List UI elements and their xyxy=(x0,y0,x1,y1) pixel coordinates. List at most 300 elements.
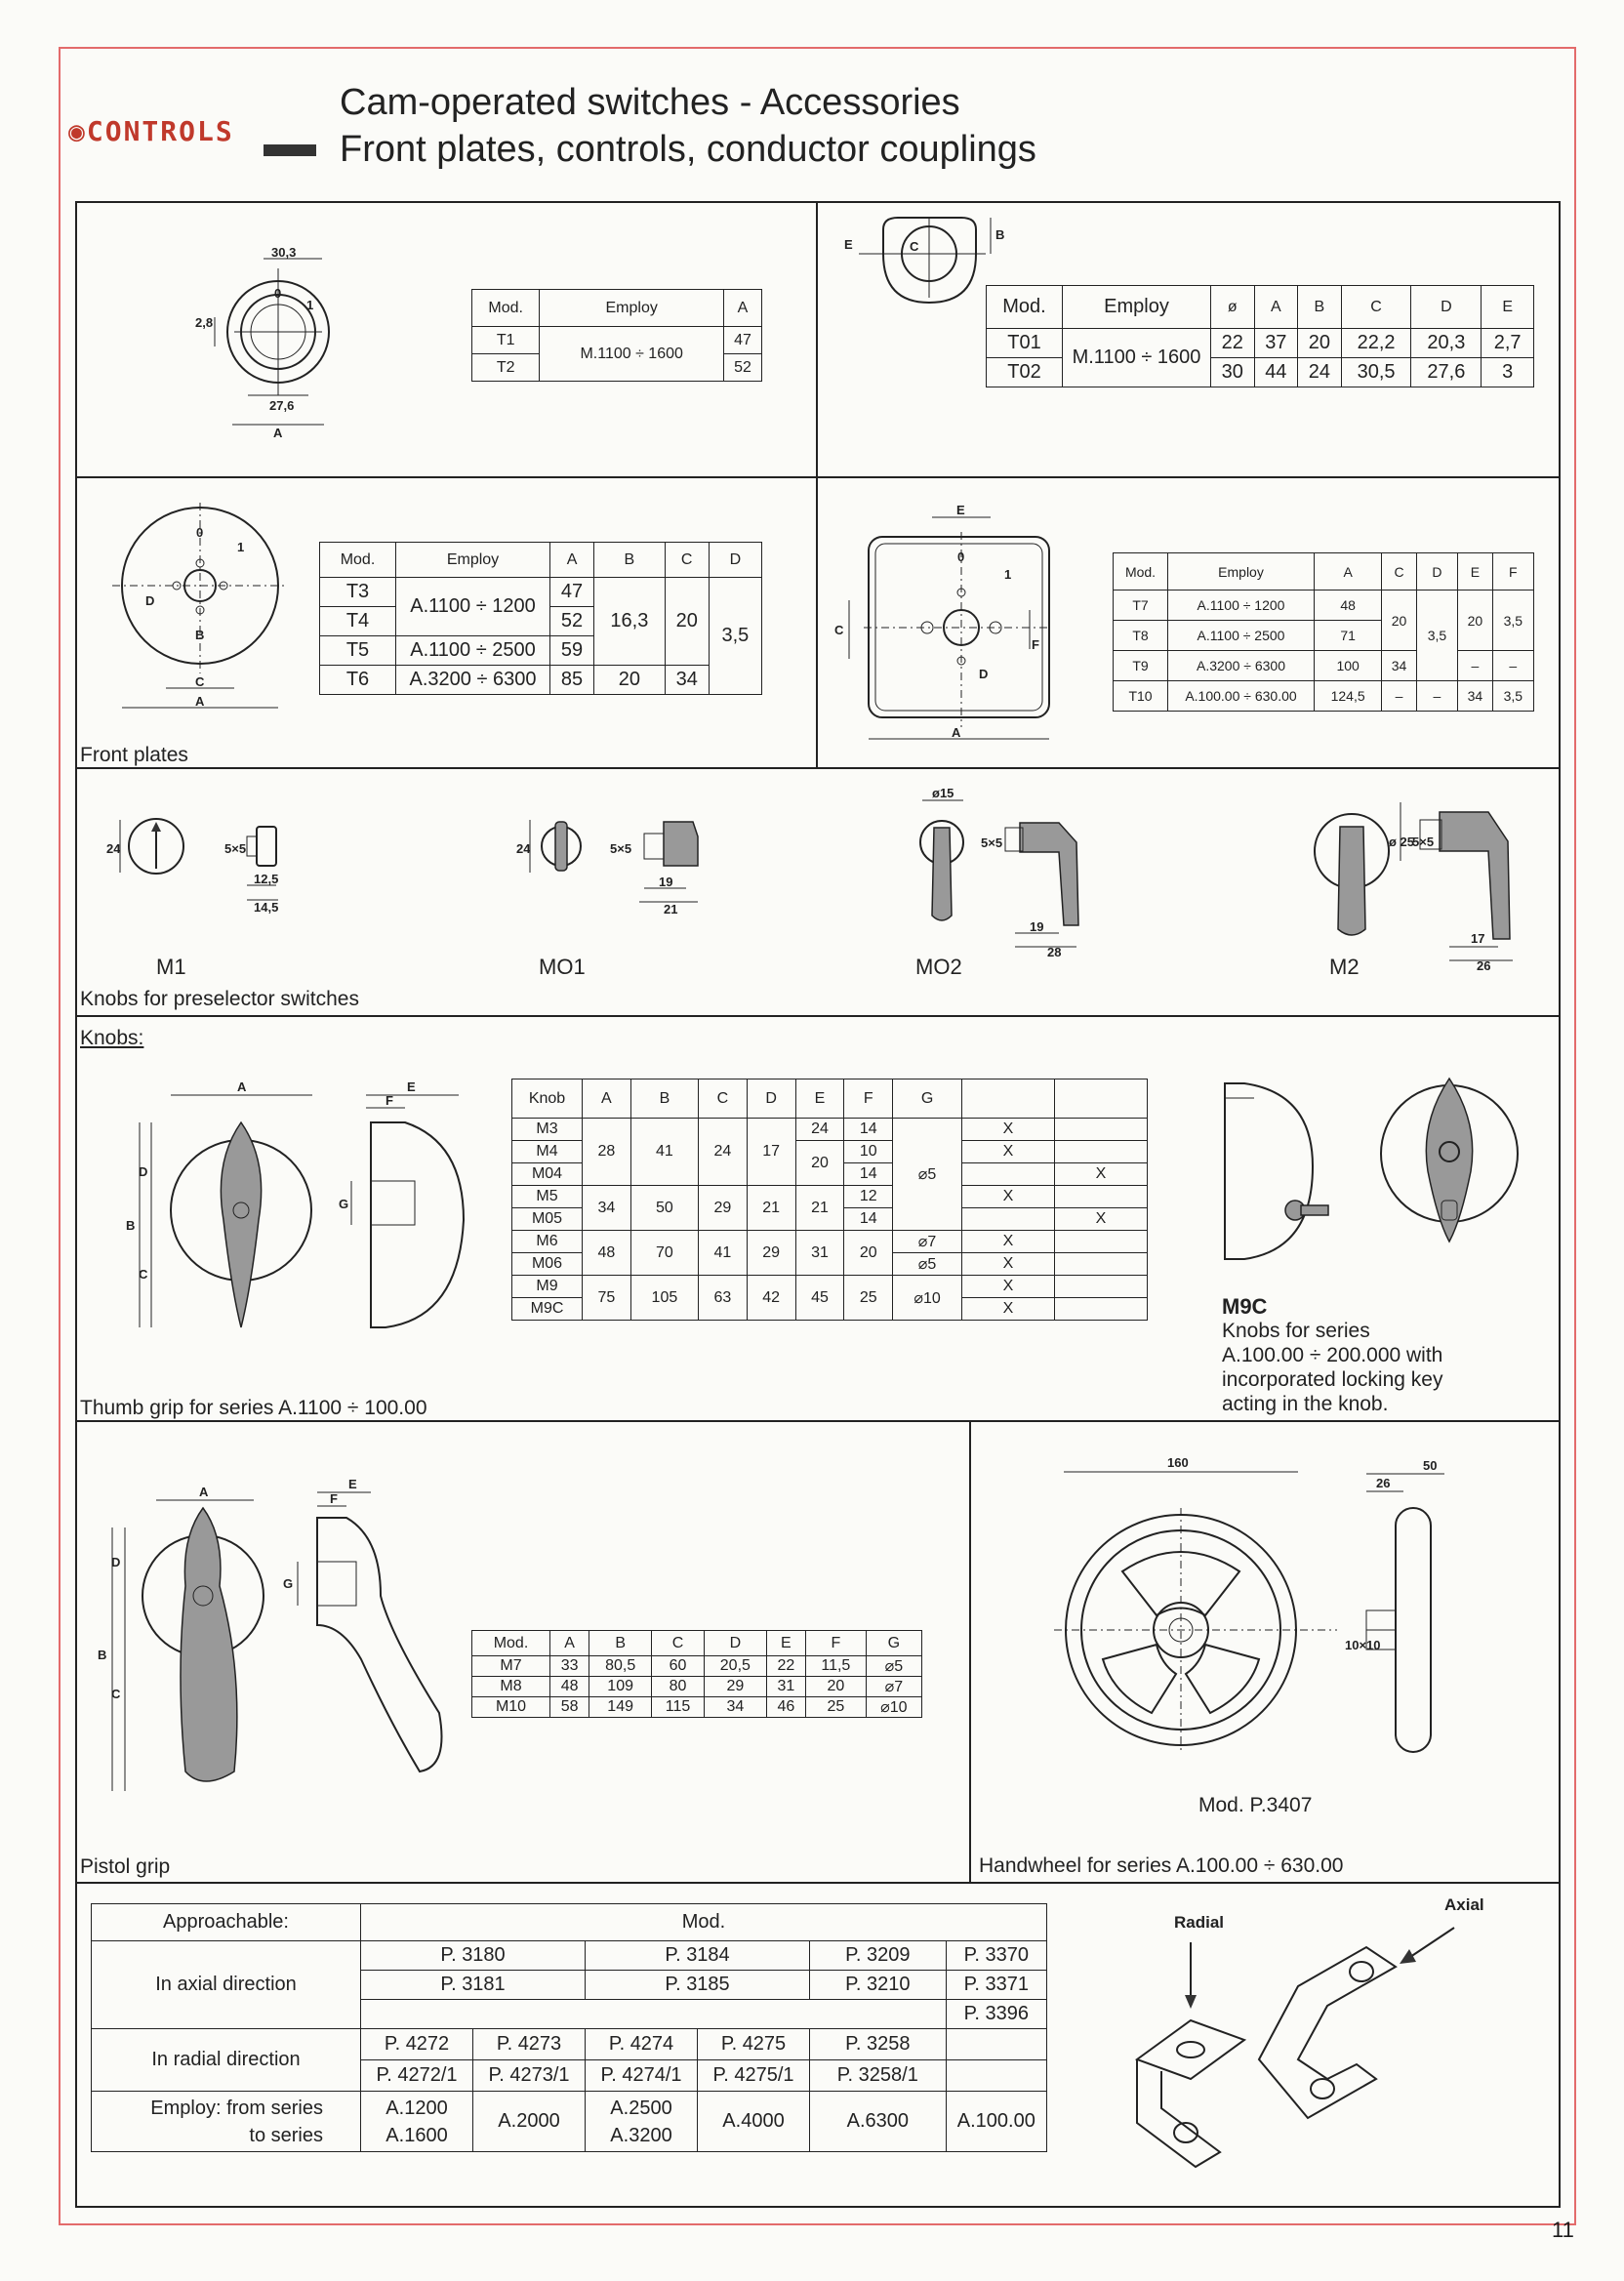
table-cell: T02 xyxy=(987,358,1063,387)
dim-160: 160 xyxy=(1167,1455,1189,1470)
table-header: F xyxy=(806,1631,867,1656)
table-cell: 42 xyxy=(747,1276,795,1321)
table-header xyxy=(1055,1079,1148,1119)
table-cell: 24 xyxy=(795,1119,844,1141)
table-cell: P. 4274/1 xyxy=(586,2060,698,2092)
table-cell: 34 xyxy=(1382,651,1417,681)
table-cell: 25 xyxy=(844,1276,893,1321)
table-cell: 71 xyxy=(1315,621,1382,651)
caption-pistol-grip: Pistol grip xyxy=(80,1855,171,1878)
table-cell: 16,3 xyxy=(594,578,666,666)
divider xyxy=(75,767,1561,769)
divider xyxy=(75,1015,1561,1017)
table-header: Employ xyxy=(540,290,724,327)
table-header: C xyxy=(1341,286,1411,329)
label-mo2: MO2 xyxy=(915,955,962,979)
handwheel-drawing xyxy=(1035,1454,1493,1767)
table-cell: M4 xyxy=(512,1141,583,1163)
table-header: ø xyxy=(1211,286,1255,329)
table-cell: T4 xyxy=(320,607,396,636)
dim-5x5: 5×5 xyxy=(224,841,247,856)
dim-e: E xyxy=(956,503,965,517)
table-cell: M6 xyxy=(512,1231,583,1253)
employ-value: A.3200 xyxy=(610,2124,672,2146)
table-cell: 20 xyxy=(844,1231,893,1276)
dim-24: 24 xyxy=(106,841,121,856)
employ-from: Employ: from series xyxy=(150,2097,323,2119)
divider xyxy=(969,1420,971,1882)
table-cell: 14 xyxy=(844,1163,893,1186)
table-cell: 58 xyxy=(550,1697,589,1718)
table-cell: 124,5 xyxy=(1315,681,1382,712)
coupling-drawing xyxy=(1113,1894,1464,2196)
dim-5x5: 5×5 xyxy=(610,841,632,856)
table-cell: 12 xyxy=(844,1186,893,1208)
employ-to: to series xyxy=(249,2124,323,2146)
table-cell: 80,5 xyxy=(589,1656,652,1677)
label-m1: M1 xyxy=(156,955,186,979)
table-cell xyxy=(1055,1141,1148,1163)
dim-a: A xyxy=(952,725,961,740)
table-cell: 2,7 xyxy=(1482,329,1534,358)
table-cell: 11,5 xyxy=(806,1656,867,1677)
table-cell: 48 xyxy=(550,1677,589,1697)
table-cell xyxy=(1055,1231,1148,1253)
table-cell: 52 xyxy=(724,354,762,382)
table-header: C xyxy=(665,543,709,578)
table-cell: 34 xyxy=(1458,681,1493,712)
dim-d: D xyxy=(139,1164,148,1179)
table-cell: 50 xyxy=(630,1186,698,1231)
dim-b: B xyxy=(195,628,205,642)
table-cell: X xyxy=(1055,1163,1148,1186)
table-cell: 20 xyxy=(1382,591,1417,651)
table-cell: A.1100 ÷ 1200 xyxy=(1168,591,1315,621)
table-knobs xyxy=(511,1079,1148,1321)
table-cell: P. 3209 xyxy=(810,1941,947,1971)
table-cell: 3,5 xyxy=(1492,591,1533,651)
dim-5x5: 5×5 xyxy=(1412,835,1435,849)
table-cell: A.1100 ÷ 2500 xyxy=(396,636,550,666)
table-header: Mod. xyxy=(320,543,396,578)
table-cell: 3,5 xyxy=(709,578,761,695)
employ-value: A.1600 xyxy=(386,2124,448,2146)
mark-one: 1 xyxy=(1004,567,1012,582)
table-cell: P. 3396 xyxy=(946,2000,1046,2029)
table-cell: T8 xyxy=(1114,621,1168,651)
employ-value: A.2500 xyxy=(610,2097,672,2119)
table-cell: P. 4274 xyxy=(586,2029,698,2060)
dim-c: C xyxy=(834,623,844,637)
table-cell: A.2000 xyxy=(473,2092,586,2152)
table-header: B xyxy=(1298,286,1342,329)
table-cell: 29 xyxy=(699,1186,748,1231)
table-header: Mod. xyxy=(987,286,1063,329)
logo-sub-bar xyxy=(264,144,316,156)
table-header: E xyxy=(1458,553,1493,591)
table-cell: 20 xyxy=(1458,591,1493,651)
table-cell: A.3200 ÷ 6300 xyxy=(396,666,550,695)
table-cell xyxy=(1055,1253,1148,1276)
table-header: Mod. xyxy=(361,1904,1047,1941)
table-cell: M8 xyxy=(472,1677,550,1697)
dim-15: ø15 xyxy=(932,786,954,800)
table-cell: 3,5 xyxy=(1416,591,1457,681)
knob-mo2-drawing xyxy=(903,786,1117,959)
dim-f: F xyxy=(386,1093,393,1108)
table-cell xyxy=(1055,1186,1148,1208)
caption-front-plates: Front plates xyxy=(80,744,188,766)
table-cell: P. 4273/1 xyxy=(473,2060,586,2092)
page-number: 11 xyxy=(1552,2218,1574,2242)
table-cell: M10 xyxy=(472,1697,550,1718)
page-title: Cam-operated switches - Accessories xyxy=(340,82,960,123)
table-header xyxy=(962,1079,1055,1119)
table-cell: P. 3258 xyxy=(810,2029,947,2060)
table-cell xyxy=(1055,1276,1148,1298)
table-header: Approachable: xyxy=(92,1904,361,1941)
dim-5x5: 5×5 xyxy=(981,835,1003,850)
table-cell: P. 4275/1 xyxy=(698,2060,810,2092)
table-cell: X xyxy=(962,1276,1055,1298)
table-cell: P. 4272/1 xyxy=(361,2060,473,2092)
table-cell: 80 xyxy=(652,1677,705,1697)
table-cell: ⌀7 xyxy=(893,1231,962,1253)
table-cell: P. 4273 xyxy=(473,2029,586,2060)
table-cell: M3 xyxy=(512,1119,583,1141)
table-cell: X xyxy=(962,1186,1055,1208)
dim-12-5: 12,5 xyxy=(254,872,279,886)
dim-e: E xyxy=(844,237,853,252)
table-cell: ⌀10 xyxy=(866,1697,921,1718)
knob-m2-drawing xyxy=(1303,793,1537,973)
table-cell: 20,5 xyxy=(704,1656,766,1677)
table-cell: 21 xyxy=(747,1186,795,1231)
table-cell: X xyxy=(962,1119,1055,1141)
label-m9c: M9C xyxy=(1222,1294,1268,1319)
table-cell xyxy=(361,2000,947,2029)
table-cell: 149 xyxy=(589,1697,652,1718)
table-cell: 52 xyxy=(550,607,594,636)
table-cell: 14 xyxy=(844,1119,893,1141)
m9c-desc-3: incorporated locking key xyxy=(1222,1368,1443,1391)
table-header: Mod. xyxy=(472,1631,550,1656)
table-cell: 30 xyxy=(1211,358,1255,387)
table-cell: 41 xyxy=(630,1119,698,1186)
logo-text: CONTROLS xyxy=(86,115,234,147)
row-label-employ xyxy=(92,2092,361,2152)
table-cell: 20 xyxy=(1298,329,1342,358)
table-cell: 45 xyxy=(795,1276,844,1321)
table-cell: P. 3210 xyxy=(810,1971,947,2000)
table-cell: 34 xyxy=(665,666,709,695)
mark-one: 1 xyxy=(237,540,245,554)
table-cell: X xyxy=(962,1298,1055,1321)
dim-b: B xyxy=(995,227,1005,242)
table-header: B xyxy=(589,1631,652,1656)
dim-50: 50 xyxy=(1423,1458,1438,1473)
dim-b: B xyxy=(126,1218,136,1233)
table-cell xyxy=(946,2029,1046,2060)
mark-one: 1 xyxy=(306,298,314,312)
dim-10x10: 10×10 xyxy=(1345,1638,1381,1652)
m9c-drawing xyxy=(1215,1074,1537,1279)
table-t1-t2 xyxy=(471,289,762,382)
dim-2-8: 2,8 xyxy=(195,315,214,330)
table-cell: 22 xyxy=(1211,329,1255,358)
table-cell: 63 xyxy=(699,1276,748,1321)
divider xyxy=(75,1882,1561,1884)
front-plate-t1-drawing xyxy=(195,245,351,440)
table-cell xyxy=(1055,1298,1148,1321)
table-header: G xyxy=(866,1631,921,1656)
employ-value: A.1200 xyxy=(386,2097,448,2119)
table-pistol-grip xyxy=(471,1630,922,1718)
table-cell: 24 xyxy=(1298,358,1342,387)
dim-26: 26 xyxy=(1376,1476,1391,1490)
table-cell: T5 xyxy=(320,636,396,666)
table-cell: T9 xyxy=(1114,651,1168,681)
table-cell: X xyxy=(962,1141,1055,1163)
table-header: B xyxy=(594,543,666,578)
dim-25: ø 25 xyxy=(1389,835,1415,849)
table-cell: 47 xyxy=(550,578,594,607)
row-label: In radial direction xyxy=(92,2029,361,2092)
table-cell: – xyxy=(1382,681,1417,712)
table-header: Employ xyxy=(396,543,550,578)
table-cell: – xyxy=(1458,651,1493,681)
knob-mo1-drawing xyxy=(512,793,717,919)
table-cell: 100 xyxy=(1315,651,1382,681)
table-cell: ⌀5 xyxy=(866,1656,921,1677)
table-cell: 33 xyxy=(550,1656,589,1677)
table-cell: 28 xyxy=(583,1119,631,1186)
table-cell: 10 xyxy=(844,1141,893,1163)
table-cell: 115 xyxy=(652,1697,705,1718)
dim-f: F xyxy=(1032,637,1039,652)
dim-17: 17 xyxy=(1471,931,1485,946)
table-cell: P. 3185 xyxy=(586,1971,810,2000)
caption-handwheel: Handwheel for series A.100.00 ÷ 630.00 xyxy=(979,1854,1344,1877)
table-cell: M5 xyxy=(512,1186,583,1208)
table-cell: 20,3 xyxy=(1411,329,1482,358)
table-cell: 31 xyxy=(795,1231,844,1276)
table-cell: 14 xyxy=(844,1208,893,1231)
table-cell: A.1100 ÷ 2500 xyxy=(1168,621,1315,651)
table-cell: A.3200 ÷ 6300 xyxy=(1168,651,1315,681)
front-plate-t7-drawing xyxy=(825,503,1059,747)
table-cell: 21 xyxy=(795,1186,844,1231)
table-cell: 48 xyxy=(583,1231,631,1276)
caption-preselector: Knobs for preselector switches xyxy=(80,988,359,1010)
table-cell: P. 3258/1 xyxy=(810,2060,947,2092)
table-cell xyxy=(946,2060,1046,2092)
table-cell: 47 xyxy=(724,327,762,354)
dim-26: 26 xyxy=(1477,958,1491,973)
table-header: Employ xyxy=(1168,553,1315,591)
table-cell: 31 xyxy=(766,1677,805,1697)
dim-e: E xyxy=(348,1477,357,1491)
mark-zero: 0 xyxy=(957,550,965,564)
table-cell: M9C xyxy=(512,1298,583,1321)
dim-g: G xyxy=(339,1197,349,1211)
dim-19: 19 xyxy=(1030,919,1044,934)
table-cell: T3 xyxy=(320,578,396,607)
mark-zero: 0 xyxy=(196,525,204,540)
table-cell: 48 xyxy=(1315,591,1382,621)
table-header: A xyxy=(1315,553,1382,591)
table-header: C xyxy=(652,1631,705,1656)
table-header: B xyxy=(630,1079,698,1119)
table-cell: ⌀5 xyxy=(893,1119,962,1231)
m9c-desc-2: A.100.00 ÷ 200.000 with xyxy=(1222,1344,1443,1366)
table-cell: 105 xyxy=(630,1276,698,1321)
table-cell: 27,6 xyxy=(1411,358,1482,387)
dim-19: 19 xyxy=(659,875,673,889)
dim-b: B xyxy=(98,1648,107,1662)
table-cell: 20 xyxy=(795,1141,844,1186)
table-cell: P. 4275 xyxy=(698,2029,810,2060)
label-m2: M2 xyxy=(1329,955,1360,979)
table-header: D xyxy=(1416,553,1457,591)
dim-c: C xyxy=(195,674,205,689)
table-header: A xyxy=(583,1079,631,1119)
table-header: E xyxy=(766,1631,805,1656)
dim-a: A xyxy=(195,694,205,709)
m9c-desc-1: Knobs for series xyxy=(1222,1320,1370,1342)
table-cell: 34 xyxy=(704,1697,766,1718)
table-t7-t10 xyxy=(1113,552,1534,712)
dim-c: C xyxy=(910,239,919,254)
dim-28: 28 xyxy=(1047,945,1062,959)
table-cell: P. 3371 xyxy=(946,1971,1046,2000)
table-t01-t02 xyxy=(986,285,1534,387)
table-cell: A.100.00 ÷ 630.00 xyxy=(1168,681,1315,712)
table-cell: 85 xyxy=(550,666,594,695)
dim-14-5: 14,5 xyxy=(254,900,279,915)
table-cell: T6 xyxy=(320,666,396,695)
table-cell: – xyxy=(1492,651,1533,681)
table-cell: 30,5 xyxy=(1341,358,1411,387)
table-header: A xyxy=(724,290,762,327)
dim-24: 24 xyxy=(516,841,531,856)
table-cell: 60 xyxy=(652,1656,705,1677)
table-cell: A.100.00 xyxy=(946,2092,1046,2152)
dim-c: C xyxy=(139,1267,148,1282)
table-cell: X xyxy=(962,1231,1055,1253)
table-cell: 3 xyxy=(1482,358,1534,387)
dim-21: 21 xyxy=(664,902,678,916)
table-cell: X xyxy=(1055,1208,1148,1231)
dim-27-6: 27,6 xyxy=(269,398,295,413)
table-header: E xyxy=(795,1079,844,1119)
table-cell: ⌀7 xyxy=(866,1677,921,1697)
controls-logo: ◉CONTROLS xyxy=(68,115,234,147)
table-cell: A.1100 ÷ 1200 xyxy=(396,578,550,636)
table-cell xyxy=(361,2092,473,2152)
label-handwheel-mod: Mod. P.3407 xyxy=(1198,1794,1313,1816)
table-header: D xyxy=(747,1079,795,1119)
dim-f: F xyxy=(330,1491,338,1506)
caption-thumb-grip: Thumb grip for series A.1100 ÷ 100.00 xyxy=(80,1397,427,1419)
table-cell: M05 xyxy=(512,1208,583,1231)
table-cell: – xyxy=(1416,681,1457,712)
table-header: D xyxy=(704,1631,766,1656)
table-header: Mod. xyxy=(1114,553,1168,591)
table-header: E xyxy=(1482,286,1534,329)
table-cell: ⌀10 xyxy=(893,1276,962,1321)
table-cell: M9 xyxy=(512,1276,583,1298)
table-cell: 20 xyxy=(806,1677,867,1697)
divider xyxy=(75,1420,1561,1422)
table-couplings xyxy=(91,1903,1047,2152)
table-cell: 24 xyxy=(699,1119,748,1186)
table-header: Knob xyxy=(512,1079,583,1119)
pistol-grip-drawing xyxy=(98,1479,468,1801)
table-cell: P. 4272 xyxy=(361,2029,473,2060)
m9c-desc-4: acting in the knob. xyxy=(1222,1393,1389,1415)
table-header: G xyxy=(893,1079,962,1119)
table-cell: P. 3181 xyxy=(361,1971,586,2000)
row-label: In axial direction xyxy=(92,1941,361,2029)
table-header: D xyxy=(709,543,761,578)
table-header: Employ xyxy=(1063,286,1211,329)
dim-a: A xyxy=(237,1079,247,1094)
table-header: Mod. xyxy=(472,290,540,327)
table-cell: T7 xyxy=(1114,591,1168,621)
table-cell: X xyxy=(962,1253,1055,1276)
table-cell xyxy=(1055,1119,1148,1141)
table-header: A xyxy=(1254,286,1298,329)
table-cell xyxy=(962,1163,1055,1186)
mark-zero: 0 xyxy=(274,286,282,301)
dim-a: A xyxy=(199,1485,209,1499)
table-cell: 34 xyxy=(583,1186,631,1231)
table-t3-t6 xyxy=(319,542,762,695)
table-cell: M.1100 ÷ 1600 xyxy=(540,327,724,382)
table-header: A xyxy=(550,1631,589,1656)
heading-knobs: Knobs: xyxy=(80,1027,144,1049)
label-radial: Radial xyxy=(1174,1913,1225,1932)
table-cell: 70 xyxy=(630,1231,698,1276)
table-cell: M7 xyxy=(472,1656,550,1677)
table-cell: 22 xyxy=(766,1656,805,1677)
label-axial: Axial xyxy=(1444,1895,1484,1914)
dim-30-3: 30,3 xyxy=(271,245,297,260)
table-cell: P. 3370 xyxy=(946,1941,1046,1971)
page-subtitle: Front plates, controls, conductor couplings xyxy=(340,129,1036,170)
table-cell: 29 xyxy=(704,1677,766,1697)
table-cell: 17 xyxy=(747,1119,795,1186)
table-cell: 46 xyxy=(766,1697,805,1718)
table-cell: T10 xyxy=(1114,681,1168,712)
table-cell: T2 xyxy=(472,354,540,382)
table-cell xyxy=(962,1208,1055,1231)
table-cell xyxy=(586,2092,698,2152)
table-cell: P. 3184 xyxy=(586,1941,810,1971)
table-cell: M04 xyxy=(512,1163,583,1186)
divider xyxy=(816,201,818,767)
table-cell: 20 xyxy=(665,578,709,666)
table-header: C xyxy=(1382,553,1417,591)
dim-d: D xyxy=(979,667,989,681)
table-header: C xyxy=(699,1079,748,1119)
table-cell: T1 xyxy=(472,327,540,354)
knob-m1-drawing xyxy=(102,793,327,919)
dim-d: D xyxy=(111,1555,121,1569)
thumb-grip-drawing xyxy=(122,1079,473,1332)
dim-d: D xyxy=(145,593,155,608)
